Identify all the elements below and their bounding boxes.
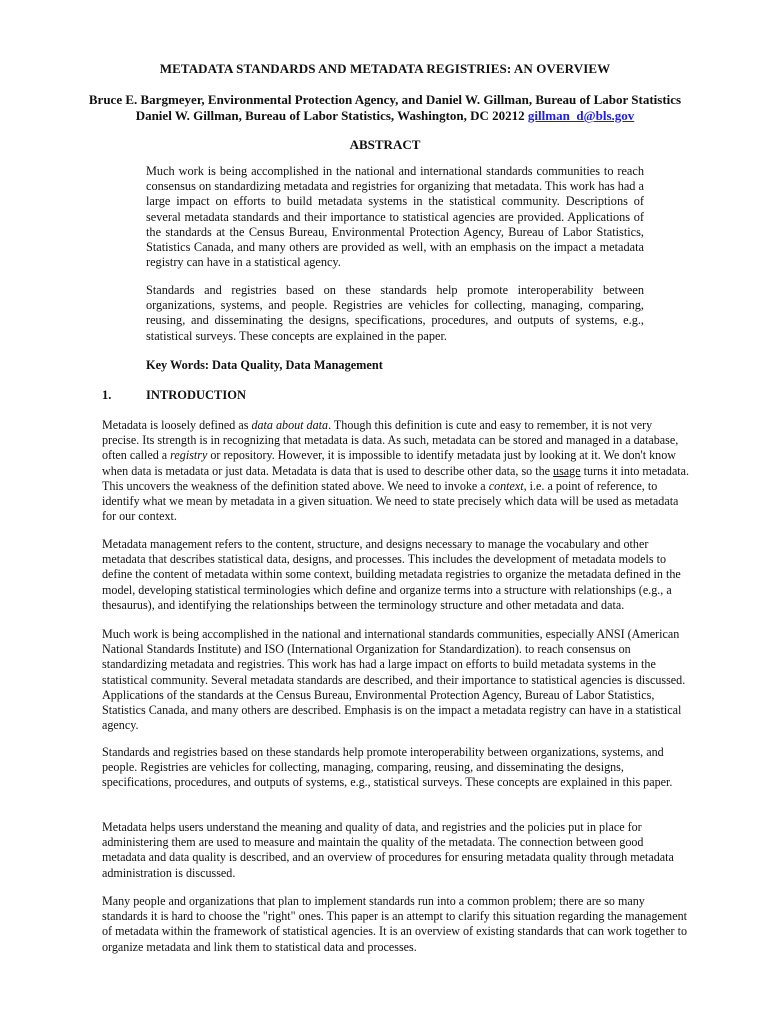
abstract-paragraph-1: Much work is being accomplished in the national and international standards communities to reach consensus on standardizing metadata and registries for organizing that metadata. This work has had a large impact on efforts to build metadata systems in the statistical community. Descriptions of several metadata standards and their importance to statistical agencies are provided. Applications of the standards at the Census Bureau, Environmental Protection Agency, Bureau of Labor Statistics, Statistics Canada, and many others are provided as well, with an emphasis on the impact a metadata registry can have in a statistical agency. (146, 164, 644, 270)
intro-paragraph-5: Metadata helps users understand the meaning and quality of data, and registries and the policies put in place for administering them are used to measure and maintain the quality of the metadata. The connection between good metadata and data quality is described, and an overview of procedures for ensuring metadata quality through metadata administration is discussed. (102, 820, 674, 880)
intro-paragraph-1: Metadata is loosely defined as data about data. Though this definition is cute and easy to remember, it is not very precise. Its strength is in recognizing that metadata is data. As such, metadata can be stored and managed in a database, often called a registry or repository. However, it is impossible to identify metadata just by looking at it. We don't know when data is metadata or just data. Metadata is data that is used to describe other data, so the usage turns it into metadata. This uncovers the weakness of the definition stated above. We need to invoke a context, i.e. a point of reference, to identify what we mean by metadata in a given situation. We need to state precisely which data will be used as metadata for our context. (102, 418, 690, 524)
authors-line-1: Bruce E. Bargmeyer, Environmental Protection Agency, and Daniel W. Gillman, Bureau of Labor Statistics (88, 92, 682, 107)
intro-paragraph-2: Metadata management refers to the content, structure, and designs necessary to manage the vocabulary and other metadata that describes statistical data, designs, and processes. This includes the development of metadata models to define the content of metadata within some context, building metadata registries to organize the metadata defined in the model, developing statistical terminologies which define and organize terms into a structure with relationships (e.g., a thesaurus), and identifying the relationships between the terminology structure and other metadata and data. (102, 537, 681, 612)
author-block (0, 92, 770, 124)
intro-paragraph-6: Many people and organizations that plan to implement standards run into a common problem; there are so many standards it is hard to choose the "right" ones. This paper is an attempt to clarify this situation regarding the management of metadata within the framework of statistical agencies. It is an overview of existing standards that can work together to organize metadata and link them to statistical data and processes. (102, 894, 688, 954)
keywords: Key Words: Data Quality, Data Management (146, 358, 383, 372)
intro-paragraph-4: Standards and registries based on these standards help promote interoperability between organizations, systems, and people. Registries are vehicles for collecting, managing, comparing, reusing, and disseminating the designs, specifications, procedures, and outputs of systems, e.g., statistical surveys. These concepts are explained in this paper. (102, 745, 673, 790)
section-title: INTRODUCTION (146, 388, 247, 402)
authors-line-2 (0, 108, 770, 124)
abstract-heading: ABSTRACT (349, 137, 421, 152)
section-number: 1. (102, 388, 112, 402)
author-email-link[interactable]: gillman_d@bls.gov (527, 108, 635, 123)
author-address: Daniel W. Gillman, Bureau of Labor Statistics, Washington, DC 20212 (135, 108, 528, 123)
abstract-paragraph-2: Standards and registries based on these standards help promote interoperability between organizations, systems, and people. Registries are vehicles for collecting, managing, comparing, reusing, and disseminating the designs, specifications, procedures, and outputs of systems, e.g., statistical surveys. These concepts are explained in the paper. (146, 283, 644, 343)
intro-paragraph-3: Much work is being accomplished in the national and international standards communities, especially ANSI (American National Standards Institute) and ISO (International Organization for Standardization). to reach consensus on standardizing metadata and registries. This work has had a large impact on efforts to build metadata systems in the statistical community. Several metadata standards are described, and their importance to statistical agencies is discussed. Applications of the standards at the Census Bureau, Environmental Protection Agency, Bureau of Labor Statistics, Statistics Canada, and many others are described. Emphasis is on the impact a metadata registry can have in a statistical agency. (102, 627, 686, 733)
paper-title: METADATA STANDARDS AND METADATA REGISTRIES: AN OVERVIEW (159, 61, 611, 76)
section-heading-introduction (102, 388, 502, 403)
